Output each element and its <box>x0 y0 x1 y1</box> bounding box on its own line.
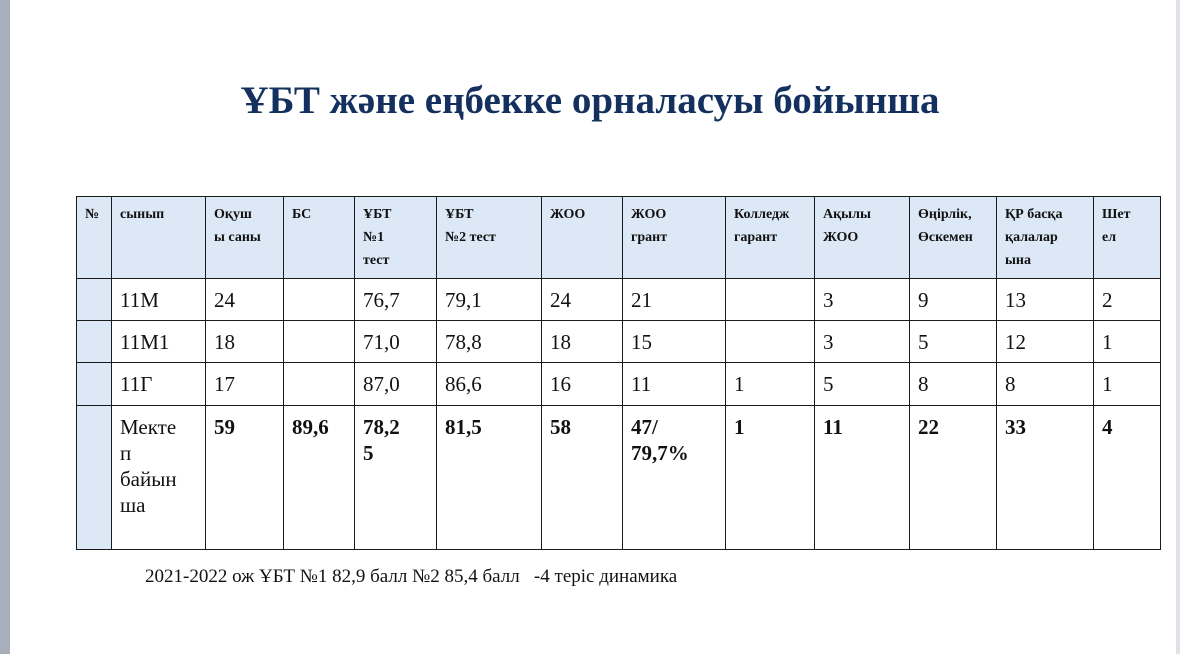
column-header-line: №2 тест <box>445 230 496 245</box>
table-row <box>77 363 1161 405</box>
table-cell: 11Г <box>112 363 206 405</box>
table-cell: 86,6 <box>437 363 542 405</box>
table-cell <box>284 279 355 321</box>
table-cell: 71,0 <box>355 321 437 363</box>
column-header-line: ы саны <box>214 230 261 245</box>
total-label-line: п <box>120 440 132 465</box>
table-cell: 9 <box>910 279 997 321</box>
table-cell: 1 <box>1094 363 1161 405</box>
total-value-line: 78,2 <box>363 414 400 439</box>
table-cell: 24 <box>206 279 284 321</box>
table-cell-blank <box>77 405 112 549</box>
total-label <box>112 405 206 549</box>
total-label-line: байын <box>120 466 177 491</box>
total-value <box>542 405 623 549</box>
table-cell: 3 <box>815 279 910 321</box>
table-cell <box>726 321 815 363</box>
table-cell: 12 <box>997 321 1094 363</box>
column-header-line: №1 <box>363 230 385 245</box>
table-cell <box>77 363 112 405</box>
total-value-line: 89,6 <box>292 414 329 439</box>
slide-title: ҰБТ және еңбекке орналасуы бойынша <box>240 79 940 122</box>
total-value <box>284 405 355 549</box>
total-value-line: 4 <box>1102 414 1113 439</box>
results-table <box>76 196 1161 550</box>
total-value-line: 5 <box>363 440 374 465</box>
column-header <box>997 197 1094 279</box>
column-header-line: гарант <box>734 230 778 245</box>
total-value <box>355 405 437 549</box>
total-label-line: ша <box>120 492 146 517</box>
table-cell: 8 <box>997 363 1094 405</box>
column-header <box>910 197 997 279</box>
table-header-row <box>77 197 1161 279</box>
column-header-line: ел <box>1102 230 1117 245</box>
table-cell: 16 <box>542 363 623 405</box>
column-header-line: грант <box>631 230 668 245</box>
column-header-line: ҚР басқа <box>1005 207 1063 222</box>
table-cell: 2 <box>1094 279 1161 321</box>
table-row <box>77 321 1161 363</box>
column-header <box>355 197 437 279</box>
column-header-line: ЖОО <box>823 230 859 245</box>
total-value-line: 58 <box>550 414 571 439</box>
column-header-line: Ақылы <box>823 207 871 222</box>
column-header <box>623 197 726 279</box>
total-value-line: 11 <box>823 414 843 439</box>
total-value <box>997 405 1094 549</box>
column-header <box>77 197 112 279</box>
table-row <box>77 279 1161 321</box>
column-header <box>284 197 355 279</box>
total-value <box>206 405 284 549</box>
total-value <box>815 405 910 549</box>
column-header-line: тест <box>363 253 390 268</box>
total-value <box>437 405 542 549</box>
table-cell: 1 <box>1094 321 1161 363</box>
table-cell: 18 <box>206 321 284 363</box>
total-label-line: Мекте <box>120 414 177 439</box>
column-header <box>112 197 206 279</box>
table-cell: 18 <box>542 321 623 363</box>
table-row-school-total <box>77 405 1161 549</box>
table-cell: 11 <box>623 363 726 405</box>
table-cell: 11М1 <box>112 321 206 363</box>
column-header-line: Өңірлік, <box>918 207 972 222</box>
table-cell <box>726 279 815 321</box>
table-cell <box>284 321 355 363</box>
column-header-line: Колледж <box>734 207 790 222</box>
table-cell: 15 <box>623 321 726 363</box>
column-header-line: ЖОО <box>631 207 667 222</box>
total-value <box>910 405 997 549</box>
column-header-line: ына <box>1005 253 1031 268</box>
table-cell: 1 <box>726 363 815 405</box>
column-header-line: БС <box>292 207 312 222</box>
column-header <box>815 197 910 279</box>
total-value-line: 33 <box>1005 414 1026 439</box>
column-header-line: Өскемен <box>918 230 973 245</box>
total-value-line: 1 <box>734 414 745 439</box>
column-header-line: Шет <box>1102 207 1131 222</box>
table-cell: 87,0 <box>355 363 437 405</box>
table-cell: 17 <box>206 363 284 405</box>
table-cell <box>77 279 112 321</box>
total-value-line: 81,5 <box>445 414 482 439</box>
column-header-line: № <box>85 207 100 222</box>
table-cell: 11М <box>112 279 206 321</box>
column-header <box>726 197 815 279</box>
table-cell: 21 <box>623 279 726 321</box>
total-value <box>726 405 815 549</box>
table-cell: 78,8 <box>437 321 542 363</box>
table-cell: 79,1 <box>437 279 542 321</box>
total-value-line: 59 <box>214 414 235 439</box>
total-value-line: 47/ <box>631 414 658 439</box>
total-value-line: 79,7% <box>631 440 689 465</box>
column-header <box>437 197 542 279</box>
column-header <box>542 197 623 279</box>
total-value-line: 22 <box>918 414 939 439</box>
column-header-line: сынып <box>120 207 165 222</box>
table-cell: 3 <box>815 321 910 363</box>
table-cell: 24 <box>542 279 623 321</box>
table-cell <box>77 321 112 363</box>
column-header-line: Оқуш <box>214 207 252 222</box>
table-cell: 5 <box>815 363 910 405</box>
total-value <box>1094 405 1161 549</box>
column-header-line: ЖОО <box>550 207 586 222</box>
table-cell: 8 <box>910 363 997 405</box>
table-cell: 76,7 <box>355 279 437 321</box>
table-cell: 5 <box>910 321 997 363</box>
total-value <box>623 405 726 549</box>
column-header <box>206 197 284 279</box>
table-cell <box>284 363 355 405</box>
column-header-line: қалалар <box>1005 230 1058 245</box>
column-header-line: ҰБТ <box>363 207 392 222</box>
column-header-line: ҰБТ <box>445 207 474 222</box>
table-cell: 13 <box>997 279 1094 321</box>
column-header <box>1094 197 1161 279</box>
footnote: 2021-2022 ож ҰБТ №1 82,9 балл №2 85,4 балл -4 теріс динамика <box>145 566 678 587</box>
